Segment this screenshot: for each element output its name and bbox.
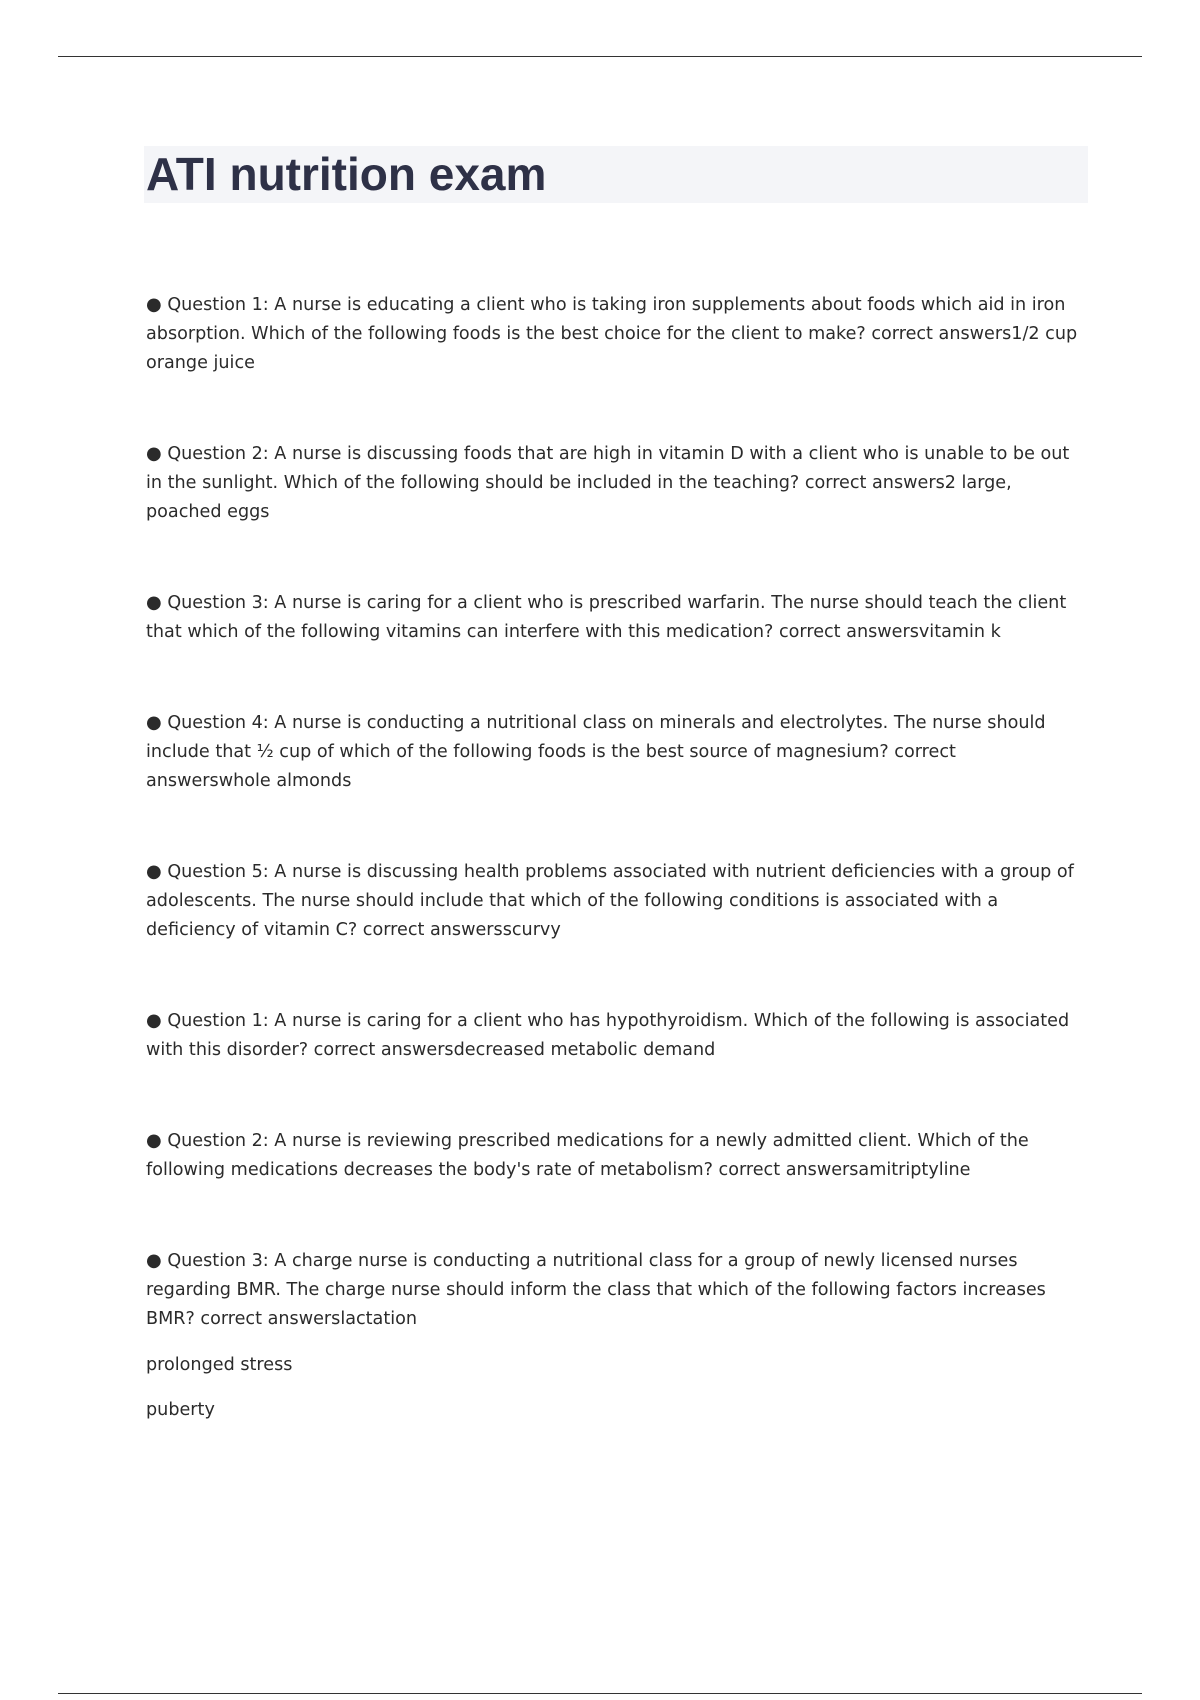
- question-text: Question 1: A nurse is educating a client who is taking iron supplements about foods which aid in iron absorption. Which of the following foods is the best choice for the client to make? correct answers1/2 cup orange juice: [146, 295, 1078, 373]
- question-list: [146, 290, 1086, 1425]
- top-rule: [58, 56, 1142, 57]
- bullet-icon: ●: [146, 1130, 162, 1151]
- question-text: Question 1: A nurse is caring for a client who has hypothyroidism. Which of the following is associated with this disorder? correct answersdecreased metabolic demand: [146, 1011, 1070, 1060]
- question-item: [146, 439, 1086, 527]
- question-item: [146, 1246, 1086, 1334]
- bullet-icon: ●: [146, 294, 162, 315]
- bullet-icon: ●: [146, 443, 162, 464]
- question-item: [146, 708, 1086, 796]
- question-text: Question 4: A nurse is conducting a nutritional class on minerals and electrolytes. The nurse should include that ½ cup of which of the following foods is the best source of magnesium? correct answerswhole almonds: [146, 713, 1046, 791]
- question-item: [146, 588, 1086, 647]
- bullet-icon: ●: [146, 1250, 162, 1271]
- question-item: [146, 857, 1086, 945]
- bullet-icon: ●: [146, 861, 162, 882]
- page-title: ATI nutrition exam: [146, 148, 547, 200]
- bullet-icon: ●: [146, 592, 162, 613]
- bottom-rule: [58, 1693, 1142, 1694]
- question-text: Question 3: A nurse is caring for a client who is prescribed warfarin. The nurse should teach the client that which of the following vitamins can interfere with this medication? correct answersvitamin k: [146, 593, 1067, 642]
- question-text: Question 3: A charge nurse is conducting a nutritional class for a group of newly licensed nurses regarding BMR. The charge nurse should inform the class that which of the following factors increases BMR? correct answerslactation: [146, 1251, 1046, 1329]
- question-text: Question 2: A nurse is discussing foods that are high in vitamin D with a client who is unable to be out in the sunlight. Which of the following should be included in the teaching? correct answers2 large, poached eggs: [146, 444, 1070, 522]
- bullet-icon: ●: [146, 712, 162, 733]
- extra-answer: prolonged stress: [146, 1355, 293, 1375]
- question-item: [146, 1006, 1086, 1065]
- question-item: [146, 290, 1086, 378]
- bullet-icon: ●: [146, 1010, 162, 1031]
- question-item: [146, 1126, 1086, 1185]
- question-text: Question 5: A nurse is discussing health problems associated with nutrient deficiencies with a group of adolescents. The nurse should include that which of the following conditions is associated with a deficiency of vitamin C? correct answersscurvy: [146, 862, 1074, 940]
- question-text: Question 2: A nurse is reviewing prescribed medications for a newly admitted client. Which of the following medications decreases the body's rate of metabolism? correct answersamitriptyline: [146, 1131, 1029, 1180]
- extra-answer: puberty: [146, 1400, 215, 1420]
